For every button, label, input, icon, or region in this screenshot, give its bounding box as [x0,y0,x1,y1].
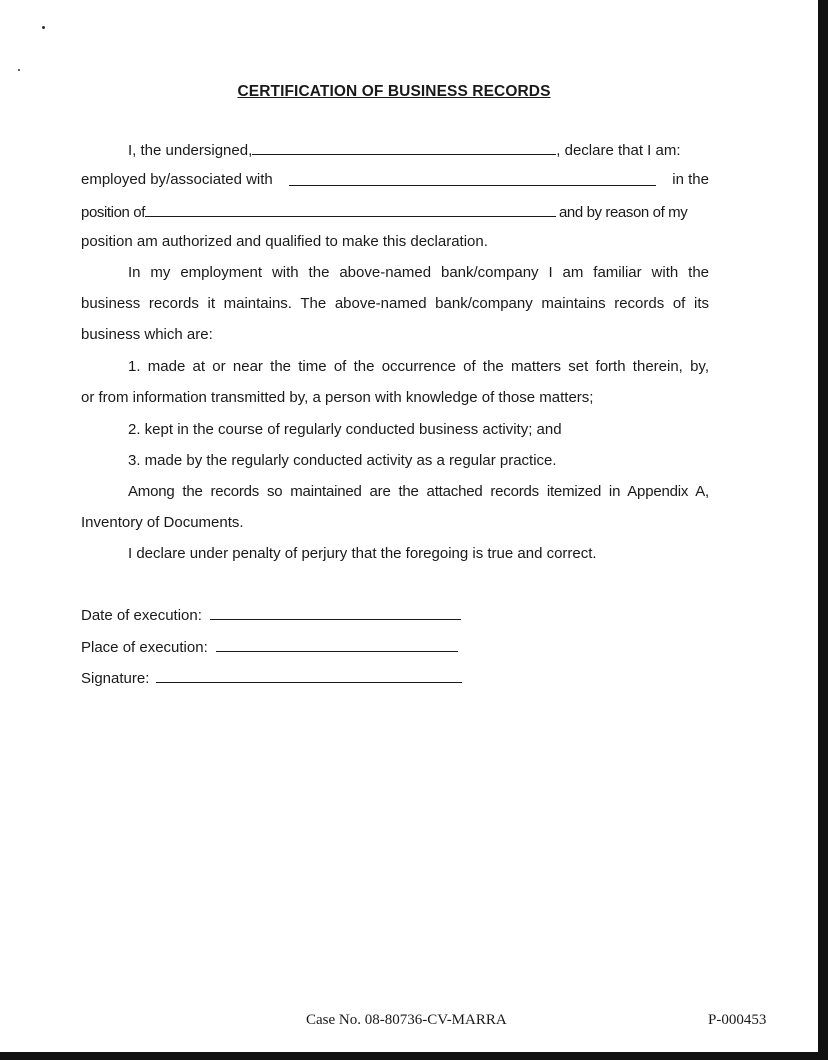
reason-label: and by reason of my [558,204,688,221]
paragraph-line: business which are: [81,326,213,343]
paragraph-line: Inventory of Documents. [81,514,244,531]
document-title: CERTIFICATION OF BUSINESS RECORDS [237,83,551,100]
date-blank[interactable] [210,604,461,620]
signature-blank[interactable] [156,667,462,683]
signature-label: Signature: [81,670,150,687]
signature-field [81,667,462,689]
paragraph-line: position am authorized and qualified to make this declaration. [81,233,488,250]
case-number: Case No. 08-80736-CV-MARRA [306,1012,507,1028]
scan-edge-right [818,0,828,1060]
place-field [81,636,458,658]
undersigned-label: I, the undersigned, [128,142,253,159]
position-label: position of [81,204,145,221]
list-item: 1. made at or near the time of the occurrence of the matters set forth therein, by, [128,358,709,375]
employer-line [81,170,709,190]
declare-label: , declare that I am: [556,142,681,159]
scan-speck [42,26,45,29]
employer-blank[interactable] [289,170,656,186]
in-the-label: in the [672,171,709,188]
date-field [81,604,461,626]
declarant-line [81,139,709,161]
name-blank[interactable] [252,139,556,155]
paragraph-line: In my employment with the above-named bank/company I am familiar with the [128,264,709,281]
bates-number: P-000453 [708,1012,767,1028]
list-item-continuation: or from information transmitted by, a person with knowledge of those matters; [81,389,594,406]
scan-edge-bottom [0,1052,828,1060]
date-label: Date of execution: [81,607,202,624]
paragraph-line: Among the records so maintained are the attached records itemized in Appendix A, [128,483,709,500]
place-label: Place of execution: [81,639,208,656]
employed-label: employed by/associated with [81,171,273,188]
position-line [81,201,709,223]
scan-speck [18,69,20,71]
position-blank[interactable] [145,201,556,217]
list-item: 3. made by the regularly conducted activity as a regular practice. [128,452,557,469]
place-blank[interactable] [216,636,458,652]
paragraph-line: business records it maintains. The above-named bank/company maintains records of its [81,295,709,312]
list-item: 2. kept in the course of regularly conducted business activity; and [128,421,562,438]
declaration-line: I declare under penalty of perjury that the foregoing is true and correct. [128,545,597,562]
